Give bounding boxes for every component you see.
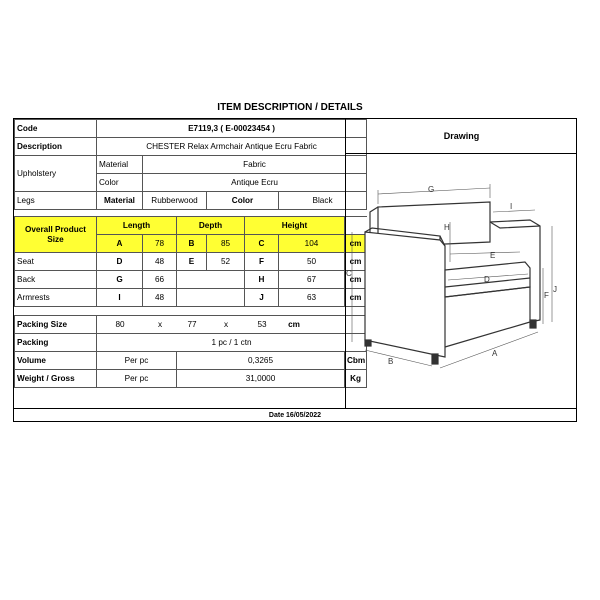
dim-f-value: 50 [279,253,345,271]
dim-e-value: 52 [207,253,245,271]
spacer-row [15,307,367,316]
dim-label-j: J [553,285,557,294]
weight-label: Weight / Gross [15,370,97,388]
date-row: Date 16/05/2022 [14,408,576,422]
dimension-header-row [15,217,367,235]
dim-label-f: F [544,291,549,300]
legs-row [15,192,367,210]
spacer-row [15,210,367,217]
dim-h-value: 67 [279,271,345,289]
seat-row [15,253,367,271]
dim-j-value: 63 [279,289,345,307]
dim-b-label: B [177,235,207,253]
length-header: Length [97,217,177,235]
unit-cm: cm [345,289,367,307]
packing-x: x [223,320,229,329]
armchair-drawing [340,182,560,382]
dim-f-label: F [245,253,279,271]
packing-row [15,334,367,352]
upholstery-material-label: Material [97,156,143,174]
packing-size-row [15,316,367,334]
height-header: Height [245,217,345,235]
description-label: Description [15,138,97,156]
dim-a-value: 78 [143,235,177,253]
dim-label-h: H [444,223,450,232]
weight-per: Per pc [97,370,177,388]
dim-label-i: I [510,202,513,211]
legs-label: Legs [15,192,97,210]
weight-value: 31,0000 [177,370,345,388]
dim-label-b: B [388,357,394,366]
packing-width: 77 [187,320,197,329]
code-label: Code [15,120,97,138]
weight-row [15,370,367,388]
dim-label-e: E [490,251,496,260]
dim-j-label: J [245,289,279,307]
dim-a-label: A [97,235,143,253]
seat-label: Seat [15,253,97,271]
dim-h-label: H [245,271,279,289]
volume-per: Per pc [97,352,177,370]
unit-cm: cm [345,271,367,289]
dim-g-label: G [97,271,143,289]
dim-c-value: 104 [279,235,345,253]
upholstery-color-value: Antique Ecru [143,174,367,192]
armrests-label: Armrests [15,289,97,307]
packing-value: 1 pc / 1 ctn [97,334,367,352]
weight-unit: Kg [345,370,367,388]
upholstery-color-label: Color [97,174,143,192]
unit-cm: cm [345,253,367,271]
upholstery-material-row [15,156,367,174]
upholstery-label: Upholstery [15,156,97,192]
volume-label: Volume [15,352,97,370]
overall-size-label: Overall Product Size [15,217,97,253]
upholstery-material-value: Fabric [143,156,367,174]
legs-color-value: Black [279,192,367,210]
spec-table [14,119,367,388]
volume-row [15,352,367,370]
back-label: Back [15,271,97,289]
dim-i-value: 48 [143,289,177,307]
legs-material-label: Material [97,192,143,210]
packing-height: 53 [257,320,267,329]
volume-value: 0,3265 [177,352,345,370]
dim-e-label: E [177,253,207,271]
code-row [15,120,367,138]
page-title: ITEM DESCRIPTION / DETAILS [217,102,363,113]
packing-length: 80 [115,320,125,329]
armrests-row [15,289,367,307]
dim-d-value: 48 [143,253,177,271]
dim-g-value: 66 [143,271,177,289]
legs-color-label: Color [207,192,279,210]
description-value: CHESTER Relax Armchair Antique Ecru Fabric [97,138,367,156]
volume-unit: Cbm [345,352,367,370]
packing-x: x [157,320,163,329]
dim-i-label: I [97,289,143,307]
dim-c-label: C [245,235,279,253]
dim-label-g: G [428,185,435,194]
packing-size-label: Packing Size [15,316,97,334]
unit-cm: cm [345,235,367,253]
code-value: E7119,3 ( E-00023454 ) [97,120,367,138]
dim-label-a: A [492,349,498,358]
back-row [15,271,367,289]
packing-unit: cm [288,320,300,329]
dim-d-label: D [97,253,143,271]
packing-label: Packing [15,334,97,352]
description-row [15,138,367,156]
dim-label-d: D [484,275,490,284]
dim-b-value: 85 [207,235,245,253]
drawing-header: Drawing [346,119,577,154]
legs-material-value: Rubberwood [143,192,207,210]
depth-header: Depth [177,217,245,235]
dim-label-c: C [346,269,352,278]
